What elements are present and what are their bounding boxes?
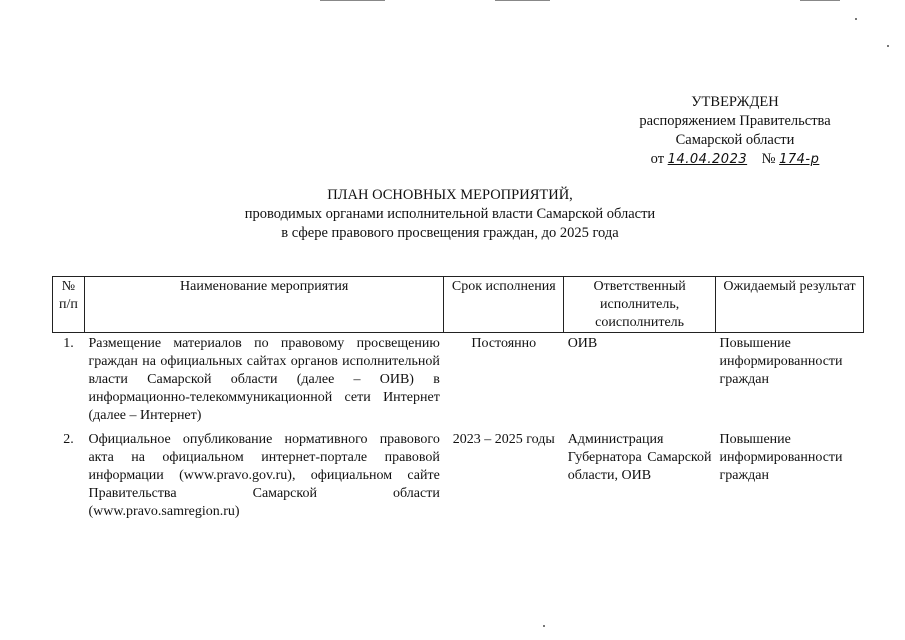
title-line-3: в сфере правового просвещения граждан, до 2025 года [281, 225, 619, 241]
header-responsible: Ответственный исполнитель, соисполнитель [564, 277, 716, 333]
row-result: Повышение информированности граждан [719, 336, 843, 387]
approval-number: 174-р [779, 152, 820, 167]
approval-line-1: распоряжением Правительства [639, 113, 831, 129]
document-title [150, 186, 750, 243]
number-label: № [761, 151, 776, 167]
row-term: Постоянно [471, 336, 537, 351]
scan-speck [887, 45, 889, 47]
from-label: от [650, 151, 665, 167]
scan-edge-line [800, 0, 840, 1]
scan-edge-line [320, 0, 385, 1]
row-term: 2023 – 2025 годы [452, 432, 555, 447]
row-name: Размещение материалов по правовому просвещению граждан на официальных сайтах органов исполнительной власти Самарской области (далее – ОИВ) в информационно-телекоммуникационной сети Интернет (далее – Интернет) [88, 336, 440, 423]
approval-line-2: Самарской области [675, 132, 795, 148]
header-term: Срок исполнения [444, 277, 564, 333]
row-responsible: Администрация Губернатора Самарской области, ОИВ [567, 432, 712, 483]
header-result: Ожидаемый результат [716, 277, 864, 333]
header-name: Наименование мероприятия [84, 277, 443, 333]
scan-edge-line [495, 0, 550, 1]
approval-heading: УТВЕРЖДЕН [691, 94, 779, 110]
scan-speck [543, 625, 545, 627]
row-result: Повышение информированности граждан [719, 432, 843, 483]
approval-date: 14.04.2023 [667, 152, 748, 167]
approval-stamp [600, 93, 870, 169]
header-num: № п/п [53, 277, 85, 333]
table-header-row [53, 277, 864, 333]
table-row [53, 429, 864, 525]
row-num: 1. [63, 336, 74, 351]
table-row [53, 333, 864, 430]
approval-date-line [600, 150, 870, 169]
scan-speck [855, 18, 857, 20]
title-line-2: проводимых органами исполнительной власти Самарской области [244, 206, 656, 222]
title-line-1: ПЛАН ОСНОВНЫХ МЕРОПРИЯТИЙ, [327, 187, 573, 203]
row-name: Официальное опубликование нормативного правового акта на официальном интернет-портале правовой информации (www.pravo.gov.ru), официальном сайте Правительства Самарской области (www.pravo.samregion.ru) [88, 432, 440, 519]
row-num: 2. [63, 432, 74, 447]
row-responsible: ОИВ [567, 336, 598, 351]
plan-table [52, 276, 864, 525]
